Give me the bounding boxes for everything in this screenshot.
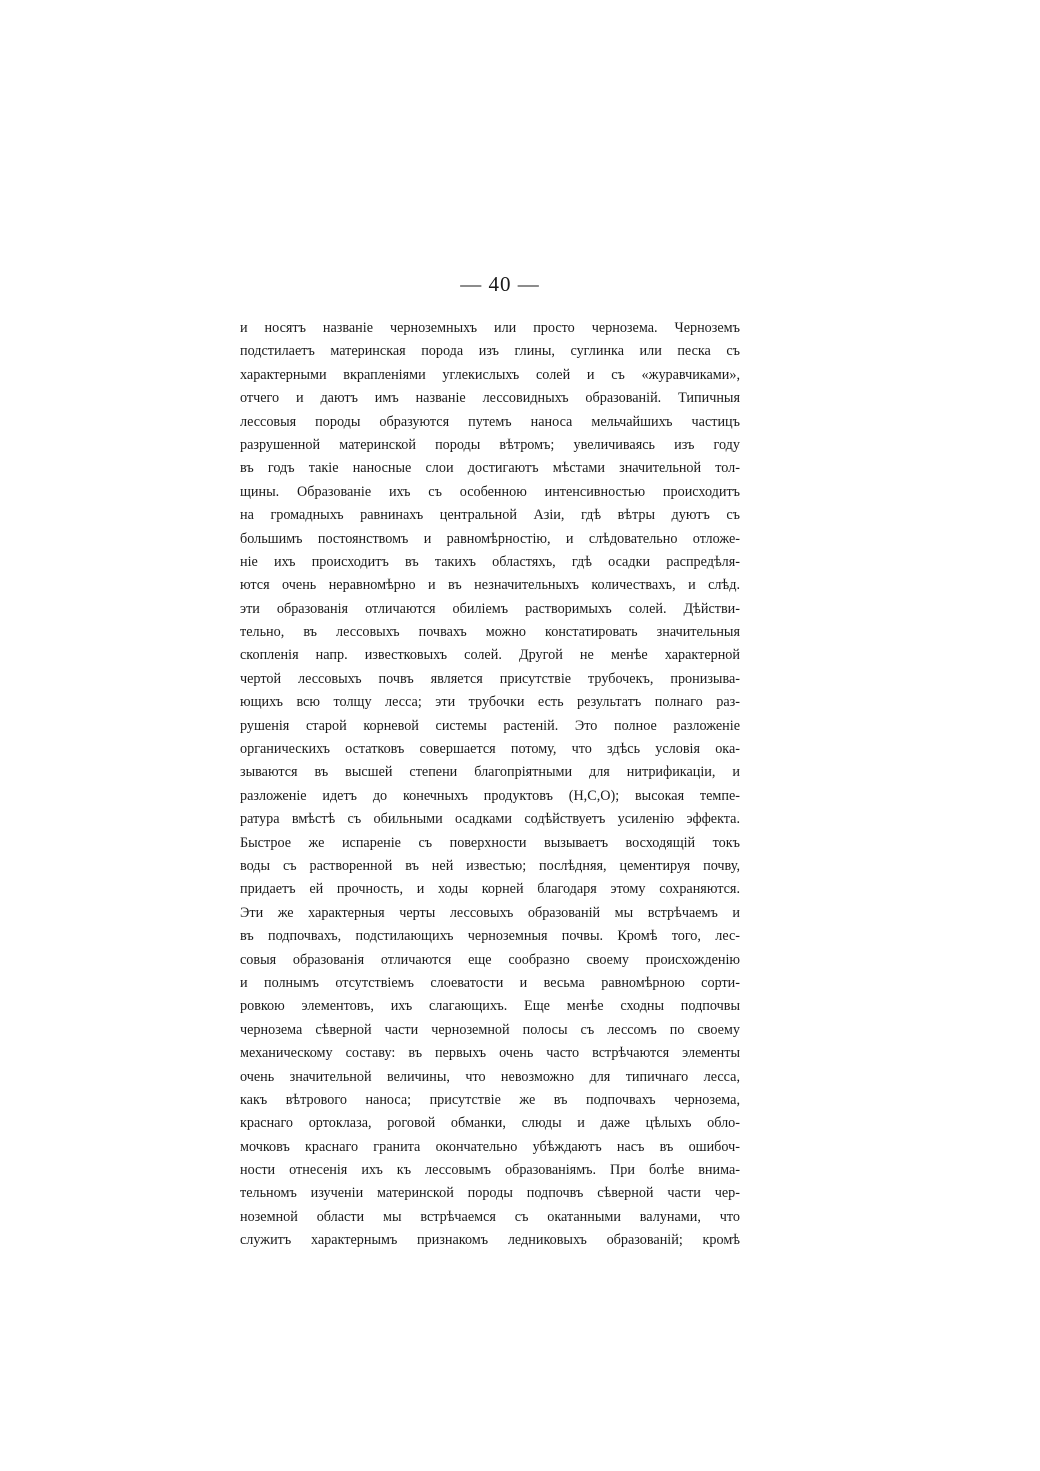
page-number: — 40 — bbox=[460, 272, 540, 296]
text-line: ющихъ всю толщу лесса; эти трубочки есть результатъ полнаго раз- bbox=[240, 694, 740, 711]
text-line: рушенія старой корневой системы растеній. Это полное разложеніе bbox=[240, 717, 740, 734]
text-line: ровкою элементовъ, ихъ слагающихъ. Еще менѣе сходны подпочвы bbox=[240, 998, 740, 1015]
text-line: чертой лессовыхъ почвъ является присутствіе трубочекъ, пронизыва- bbox=[240, 670, 740, 687]
text-line: служитъ характернымъ признакомъ ледниковыхъ образованій; кромѣ bbox=[240, 1232, 740, 1249]
text-line: совыя образованія отличаются еще сообразно своему происхожденію bbox=[240, 951, 740, 968]
text-line: придаетъ ей прочность, и ходы корней благодаря этому сохраняются. bbox=[240, 881, 740, 898]
text-line: и полнымъ отсутствіемъ слоеватости и весьма равномѣрною сорти- bbox=[240, 974, 740, 991]
text-line: ноземной области мы встрѣчаемся съ окатанными валунами, что bbox=[240, 1208, 740, 1225]
text-line: на громадныхъ равнинахъ центральной Азіи, гдѣ вѣтры дуютъ съ bbox=[240, 507, 740, 524]
text-line: чернозема сѣверной части черноземной полосы съ лессомъ по своему bbox=[240, 1021, 740, 1038]
text-line: ніе ихъ происходитъ въ такихъ областяхъ, гдѣ осадки распредѣля- bbox=[240, 553, 740, 570]
body-text bbox=[240, 317, 740, 1253]
text-line: краснаго ортоклаза, роговой обманки, слюды и даже цѣлыхъ обло- bbox=[240, 1115, 740, 1132]
text-line: зываются въ высшей степени благопріятными для нитрификаціи, и bbox=[240, 764, 740, 781]
text-line: большимъ постоянствомъ и равномѣрностію, и слѣдовательно отложе- bbox=[240, 530, 740, 547]
text-line: подстилаетъ материнская порода изъ глины, суглинка или песка съ bbox=[240, 343, 740, 360]
text-line: ности отнесенія ихъ къ лессовымъ образованіямъ. При болѣе внима- bbox=[240, 1162, 740, 1179]
text-line: отчего и даютъ имъ названіе лессовидныхъ образованій. Типичныя bbox=[240, 390, 740, 407]
text-line: въ подпочвахъ, подстилающихъ черноземныя почвы. Кромѣ того, лес- bbox=[240, 928, 740, 945]
text-line: какъ вѣтрового наноса; присутствіе же въ подпочвахъ чернозема, bbox=[240, 1091, 740, 1108]
text-line: скопленія напр. известковыхъ солей. Другой не менѣе характерной bbox=[240, 647, 740, 664]
text-line: воды съ растворенной въ ней известью; послѣдняя, цементируя почву, bbox=[240, 857, 740, 874]
text-line: тельномъ изученіи материнской породы подпочвъ сѣверной части чер- bbox=[240, 1185, 740, 1202]
text-line: характерными вкрапленіями углекислыхъ солей и съ «журавчиками», bbox=[240, 366, 740, 383]
text-line: въ годъ такіе наносные слои достигаютъ мѣстами значительной тол- bbox=[240, 460, 740, 477]
text-line: Эти же характерныя черты лессовыхъ образованій мы встрѣчаемъ и bbox=[240, 904, 740, 921]
text-line: ются очень неравномѣрно и въ незначительныхъ количествахъ, и слѣд. bbox=[240, 577, 740, 594]
text-line: разрушенной материнской породы вѣтромъ; увеличиваясь изъ году bbox=[240, 436, 740, 453]
text-line: органическихъ остатковъ совершается потому, что здѣсь условія ока- bbox=[240, 741, 740, 758]
text-line: щины. Образованіе ихъ съ особенною интенсивностью происходитъ bbox=[240, 483, 740, 500]
text-line: тельно, въ лессовыхъ почвахъ можно констатировать значительныя bbox=[240, 624, 740, 641]
text-line: очень значительной величины, что невозможно для типичнаго лесса, bbox=[240, 1068, 740, 1085]
text-line: ратура вмѣстѣ съ обильными осадками содѣйствуетъ усиленію эффекта. bbox=[240, 811, 740, 828]
text-line: мочковъ краснаго гранита окончательно убѣждаютъ насъ въ ошибоч- bbox=[240, 1138, 740, 1155]
text-line: эти образованія отличаются обиліемъ растворимыхъ солей. Дѣйстви- bbox=[240, 600, 740, 617]
text-line: механическому составу: въ первыхъ очень часто встрѣчаются элементы bbox=[240, 1045, 740, 1062]
text-line: разложеніе идетъ до конечныхъ продуктовъ (H,C,O); высокая темпе- bbox=[240, 787, 740, 804]
text-line: Быстрое же испареніе съ поверхности вызываетъ восходящій токъ bbox=[240, 834, 740, 851]
text-line: лессовыя породы образуются путемъ наноса мельчайшихъ частицъ bbox=[240, 413, 740, 430]
text-line: и носятъ названіе черноземныхъ или просто чернозема. Черноземъ bbox=[240, 320, 740, 336]
